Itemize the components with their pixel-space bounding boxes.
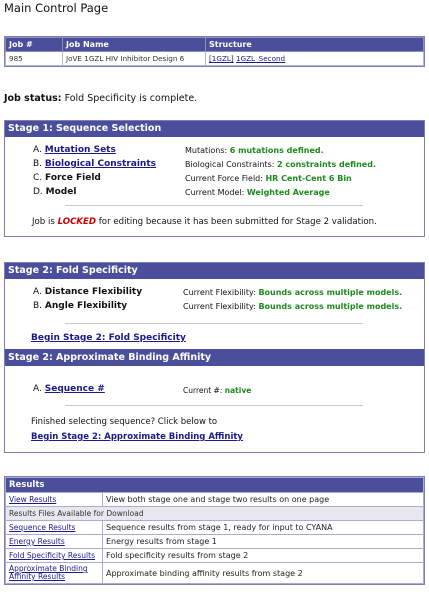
item-letter: C. (33, 173, 43, 183)
stage2-value-b (183, 302, 402, 311)
value-desc: Current Flexibility: (183, 288, 256, 297)
col-structure: Structure (206, 38, 424, 52)
begin-fold-row (31, 333, 186, 343)
page-title: Main Control Page (4, 1, 109, 15)
value-desc: Current Force Field: (185, 174, 263, 183)
binding-affinity-results-link[interactable]: Approximate Binding Affinity Results (9, 564, 88, 581)
lock-notice (32, 217, 377, 227)
job-name: JoVE 1GZL HIV Inhibitor Design 6 (63, 52, 206, 66)
force-field-label: Force Field (45, 173, 101, 183)
job-status (4, 93, 197, 104)
fold-specificity-results-cell (6, 549, 103, 563)
locked-word: LOCKED (57, 217, 97, 227)
job-number: 985 (6, 52, 63, 66)
item-letter: B. (33, 159, 43, 169)
stage1-value-a (185, 146, 324, 155)
begin-fold-specificity-link[interactable]: Begin Stage 2: Fold Specificity (31, 333, 186, 343)
stage1-divider (65, 205, 363, 206)
model-label: Model (45, 187, 77, 197)
lock-suffix: for editing because it has been submitted for Stage 2 validation. (98, 217, 377, 227)
lock-prefix: Job is (32, 217, 55, 227)
item-letter: A. (33, 287, 42, 297)
fold-specificity-results-desc: Fold specificity results from stage 2 (103, 549, 424, 563)
binding-affinity-results-desc: Approximate binding affinity results from stage 2 (103, 563, 424, 584)
item-letter: D. (33, 187, 43, 197)
view-results-desc: View both stage one and stage two results on one page (103, 493, 424, 507)
sequence-results-link[interactable]: Sequence Results (9, 523, 76, 532)
job-status-value: Fold Specificity is complete. (64, 93, 198, 104)
stage1-item-d (33, 187, 76, 197)
stage1-item-a (33, 145, 116, 155)
mutation-sets-link[interactable]: Mutation Sets (44, 145, 116, 155)
col-job-number: Job # (6, 38, 63, 52)
value-text: 2 constraints defined. (276, 160, 376, 169)
job-table (4, 36, 425, 67)
value-text: HR Cent-Cent 6 Bin (265, 174, 352, 183)
stage1-title: Stage 1: Sequence Selection (5, 121, 424, 137)
binding-affinity-results-cell (6, 563, 103, 584)
begin-binding-row (31, 432, 243, 442)
job-status-label: Job status: (4, 93, 62, 104)
energy-results-cell (6, 535, 103, 549)
value-desc: Current #: (183, 386, 223, 395)
stage2-item-a (33, 287, 142, 297)
value-desc: Current Flexibility: (183, 302, 256, 311)
finished-text: Finished selecting sequence? Click below to (31, 417, 218, 427)
structure-cell (206, 52, 424, 66)
item-letter: A. (33, 384, 42, 394)
stage2-value-a (183, 288, 402, 297)
begin-binding-affinity-link[interactable]: Begin Stage 2: Approximate Binding Affinity (31, 432, 243, 442)
stage2-binding-title: Stage 2: Approximate Binding Affinity (5, 349, 424, 366)
stage1-value-d (185, 188, 330, 197)
results-title: Results (6, 478, 424, 493)
stage1-panel (4, 120, 425, 237)
stage2-fold-divider (65, 323, 363, 324)
stage2-panel (4, 262, 425, 453)
item-letter: A. (33, 145, 42, 155)
results-panel (4, 476, 425, 585)
files-header: Results Files Available for Download (6, 507, 424, 521)
stage1-item-b (33, 159, 156, 169)
stage2-fold-title: Stage 2: Fold Specificity (5, 263, 424, 279)
biological-constraints-link[interactable]: Biological Constraints (44, 159, 156, 169)
col-job-name: Job Name (63, 38, 206, 52)
binding-item-a (33, 384, 105, 394)
sequence-results-desc: Sequence results from stage 1, ready for input to CYANA (103, 521, 424, 535)
value-desc: Current Model: (185, 188, 245, 197)
value-text: 6 mutations defined. (229, 146, 324, 155)
value-desc: Biological Constraints: (185, 160, 275, 169)
fold-specificity-results-link[interactable]: Fold Specificity Results (9, 551, 95, 560)
binding-value-a (183, 386, 251, 395)
energy-results-link[interactable]: Energy Results (9, 537, 65, 546)
structure-name-link[interactable]: 1GZL_Second (235, 54, 286, 63)
value-text: Bounds across multiple models. (258, 288, 403, 297)
item-letter: B. (33, 301, 43, 311)
energy-results-desc: Energy results from stage 1 (103, 535, 424, 549)
stage2-binding-divider (65, 405, 363, 406)
sequence-number-link[interactable]: Sequence # (44, 384, 105, 394)
sequence-results-cell (6, 521, 103, 535)
stage1-value-c (185, 174, 352, 183)
distance-flexibility-label: Distance Flexibility (44, 287, 143, 297)
stage2-item-b (33, 301, 127, 311)
stage1-item-c (33, 173, 101, 183)
angle-flexibility-label: Angle Flexibility (44, 301, 128, 311)
value-text: Weighted Average (246, 188, 330, 197)
structure-link[interactable]: [1GZL] (209, 54, 234, 63)
value-text: Bounds across multiple models. (258, 302, 403, 311)
value-desc: Mutations: (185, 146, 228, 155)
view-results-link[interactable]: View Results (9, 495, 57, 504)
view-results-cell (6, 493, 103, 507)
stage1-value-b (185, 160, 376, 169)
value-text: native (224, 386, 252, 395)
